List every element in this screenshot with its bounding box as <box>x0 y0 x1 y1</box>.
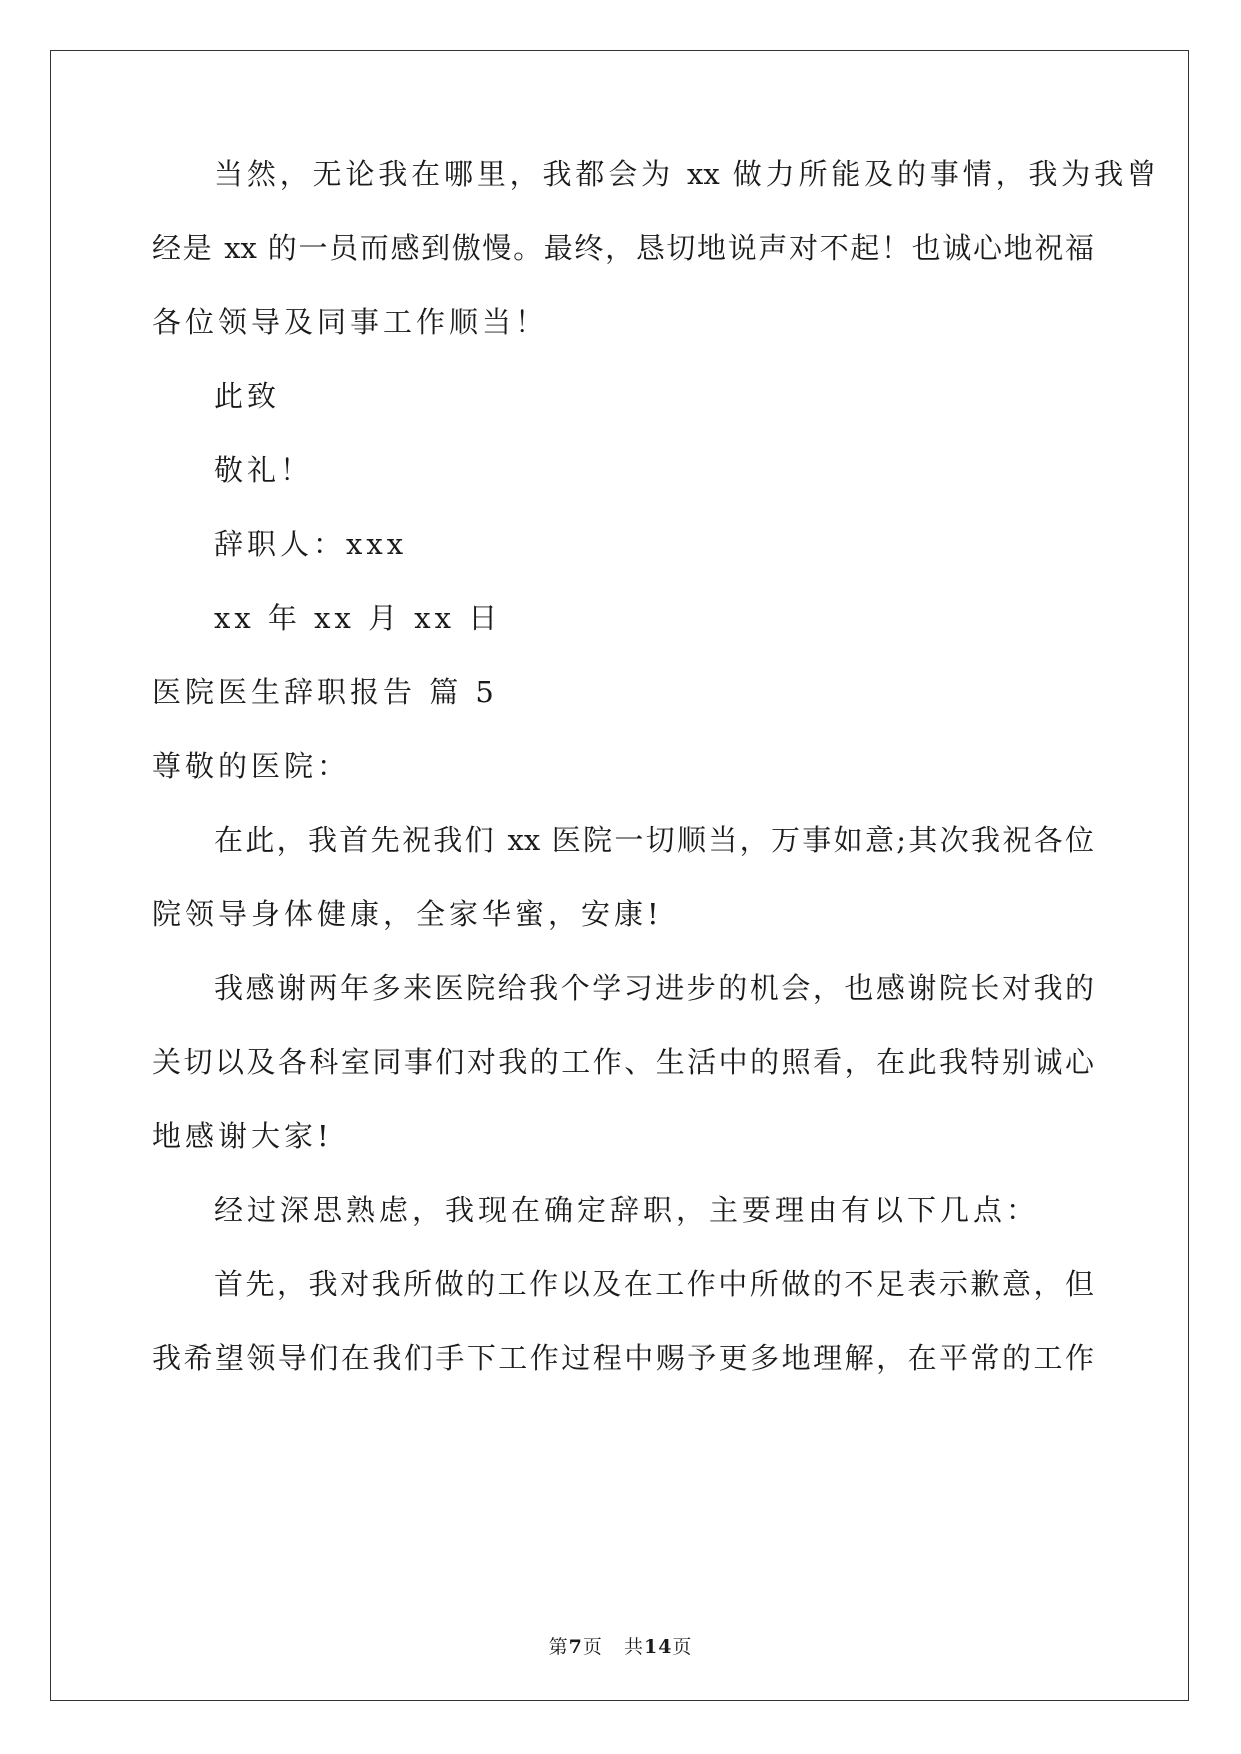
paragraph-line: 地感谢大家! <box>152 1119 333 1153</box>
paragraph-line: 经过深思熟虑，我现在确定辞职，主要理由有以下几点： <box>214 1193 1040 1227</box>
paragraph-line: 院领导身体健康，全家华蜜，安康! <box>152 897 663 931</box>
footer-prefix: 第 <box>548 1636 569 1658</box>
date-line: xx 年 xx 月 xx 日 <box>214 601 502 635</box>
footer-page-word: 页 <box>582 1636 603 1658</box>
paragraph-line: 当然，无论我在哪里，我都会为 xx 做力所能及的事情，我为我曾 <box>214 157 1156 191</box>
section-title: 医院医生辞职报告 篇 5 <box>152 675 498 709</box>
paragraph-line: 首先，我对我所做的工作以及在工作中所做的不足表示歉意，但 <box>214 1267 1094 1301</box>
greeting: 尊敬的医院： <box>152 749 351 783</box>
paragraph-line: 我感谢两年多来医院给我个学习进步的机会，也感谢院长对我的 <box>214 971 1094 1005</box>
signature-line: 辞职人：xxx <box>214 527 408 561</box>
paragraph-line: 各位领导及同事工作顺当！ <box>152 305 549 339</box>
closing-respect: 敬礼！ <box>214 453 314 487</box>
paragraph-line: 经是 xx 的一员而感到傲慢。最终，恳切地说声对不起！也诚心地祝福 <box>152 231 1094 265</box>
footer-total-suffix: 页 <box>672 1636 693 1658</box>
paragraph-line: 在此，我首先祝我们 xx 医院一切顺当，万事如意;其次我祝各位 <box>214 823 1094 857</box>
current-page-number: 7 <box>568 1636 583 1658</box>
page-footer <box>0 1632 1241 1659</box>
total-page-count: 14 <box>643 1636 673 1658</box>
footer-total-prefix: 共 <box>623 1636 644 1658</box>
paragraph-line: 我希望领导们在我们手下工作过程中赐予更多地理解，在平常的工作 <box>152 1341 1094 1375</box>
page-border <box>50 50 1189 1701</box>
paragraph-line: 关切以及各科室同事们对我的工作、生活中的照看，在此我特别诚心 <box>152 1045 1094 1079</box>
closing-salutation: 此致 <box>214 379 281 413</box>
